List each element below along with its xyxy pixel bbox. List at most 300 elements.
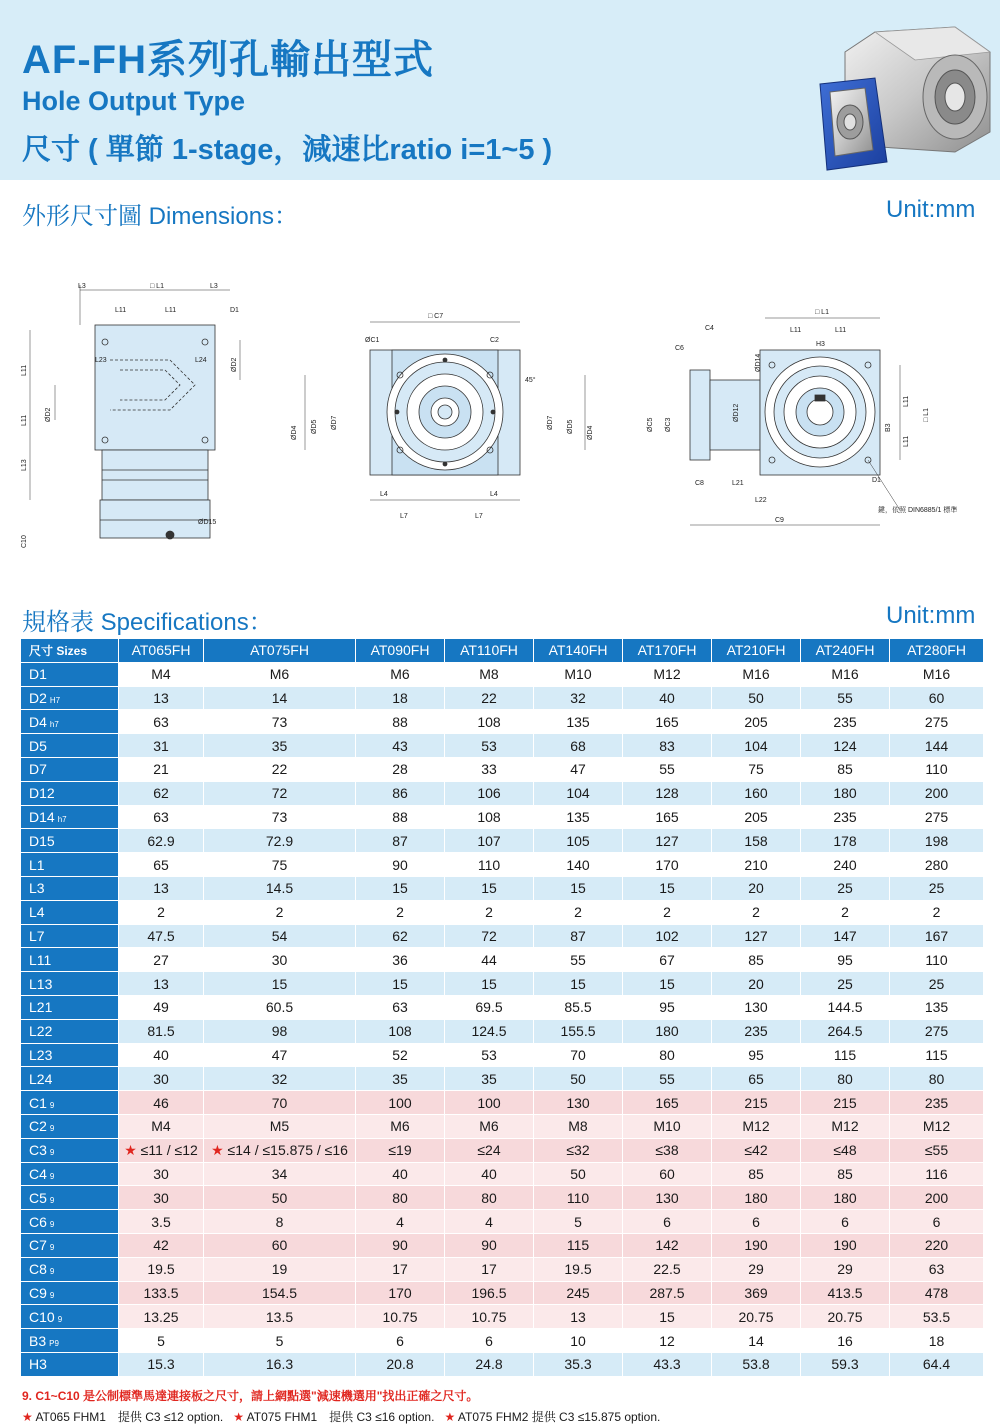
cell-value: 32 bbox=[271, 1070, 288, 1087]
cell-value: 64.4 bbox=[922, 1356, 951, 1373]
table-row bbox=[21, 1162, 984, 1186]
footnote-options bbox=[22, 1408, 660, 1425]
row-label-tolerance: H7 bbox=[49, 695, 61, 705]
cell-value: 85 bbox=[748, 951, 764, 968]
table-cell bbox=[623, 829, 712, 853]
table-cell bbox=[801, 1233, 890, 1257]
cell-value: 110 bbox=[925, 951, 948, 968]
cell-value: 180 bbox=[833, 1189, 857, 1206]
table-row bbox=[21, 805, 984, 829]
cell-value: 72 bbox=[481, 927, 497, 944]
dim-label-d14: ØD14 bbox=[755, 353, 762, 372]
table-cell bbox=[119, 853, 204, 877]
cell-value: 104 bbox=[566, 785, 590, 802]
table-row bbox=[21, 662, 984, 686]
cell-value: 75 bbox=[748, 761, 764, 778]
table-cell bbox=[445, 1352, 534, 1376]
table-cell bbox=[712, 1210, 801, 1234]
cell-value: 110 bbox=[566, 1189, 590, 1206]
cell-value: 15 bbox=[271, 975, 288, 992]
cell-value: 245 bbox=[566, 1284, 590, 1301]
row-header bbox=[21, 1210, 119, 1234]
table-cell bbox=[801, 1186, 890, 1210]
table-cell bbox=[204, 686, 356, 710]
cell-value: 70 bbox=[570, 1046, 586, 1063]
row-label: D7 bbox=[29, 761, 47, 778]
table-cell bbox=[356, 710, 445, 734]
cell-value: 170 bbox=[388, 1284, 412, 1301]
dim-label-l1-side: □ L1 bbox=[923, 408, 930, 422]
cell-value: 47.5 bbox=[147, 927, 175, 944]
table-cell bbox=[445, 1281, 534, 1305]
table-cell bbox=[204, 734, 356, 758]
table-row bbox=[21, 829, 984, 853]
table-cell bbox=[534, 1329, 623, 1353]
table-cell bbox=[356, 1138, 445, 1162]
cell-value: 80 bbox=[659, 1046, 675, 1063]
cell-value: 53 bbox=[481, 737, 497, 754]
column-header: AT065FH bbox=[119, 639, 204, 663]
dim-label-l21: L21 bbox=[732, 480, 744, 487]
row-label: C2 bbox=[29, 1118, 47, 1135]
table-cell bbox=[204, 1210, 356, 1234]
cell-value: 124.5 bbox=[471, 1023, 507, 1040]
row-label-tolerance: h7 bbox=[49, 719, 59, 729]
table-cell bbox=[445, 1019, 534, 1043]
dim-label-l4a: L4 bbox=[380, 491, 388, 498]
cell-value: M12 bbox=[653, 666, 681, 683]
row-label: L7 bbox=[29, 927, 45, 944]
dim-label-l7a: L7 bbox=[400, 513, 408, 520]
row-label: C5 bbox=[29, 1189, 47, 1206]
table-cell bbox=[119, 686, 204, 710]
table-cell bbox=[119, 1019, 204, 1043]
dim-label-l22: L22 bbox=[755, 497, 767, 504]
table-cell bbox=[534, 1210, 623, 1234]
row-label: C1 bbox=[29, 1094, 47, 1111]
table-cell bbox=[801, 1162, 890, 1186]
cell-value: 6 bbox=[396, 1332, 404, 1349]
cell-value: 60 bbox=[928, 689, 945, 706]
row-label: L24 bbox=[29, 1070, 53, 1087]
cell-value: 60.5 bbox=[265, 999, 294, 1016]
cell-value: 6 bbox=[841, 1213, 849, 1230]
table-cell bbox=[204, 1019, 356, 1043]
cell-value: 50 bbox=[570, 1070, 586, 1087]
table-cell bbox=[801, 829, 890, 853]
table-cell bbox=[623, 1067, 712, 1091]
row-label: D4 bbox=[29, 713, 47, 730]
cell-value: 158 bbox=[744, 832, 768, 849]
row-label-tolerance: 9 bbox=[49, 1195, 55, 1205]
table-cell bbox=[204, 1067, 356, 1091]
table-cell bbox=[356, 1186, 445, 1210]
table-cell bbox=[356, 1233, 445, 1257]
cell-value: M4 bbox=[151, 1118, 171, 1135]
column-header: AT240FH bbox=[801, 639, 890, 663]
cell-value: 72.9 bbox=[265, 832, 294, 849]
table-cell bbox=[445, 1114, 534, 1138]
table-row bbox=[21, 1257, 984, 1281]
cell-value: 210 bbox=[744, 856, 768, 873]
dim-label-d5a: ØD5 bbox=[311, 419, 318, 434]
dim-label-d12: ØD12 bbox=[733, 403, 740, 422]
row-header bbox=[21, 829, 119, 853]
row-label: D14 bbox=[29, 808, 55, 825]
table-cell bbox=[445, 805, 534, 829]
cell-value: 264.5 bbox=[827, 1023, 863, 1040]
cell-value: 21 bbox=[153, 761, 169, 778]
cell-value: 22 bbox=[271, 761, 288, 778]
key-note: 鍵，依照 DIN6885/1 標準 bbox=[878, 507, 958, 514]
table-cell bbox=[445, 853, 534, 877]
cell-value: 30 bbox=[153, 1165, 169, 1182]
cell-value: 167 bbox=[924, 927, 949, 944]
cell-value: 100 bbox=[388, 1094, 412, 1111]
table-cell bbox=[445, 1305, 534, 1329]
table-cell bbox=[712, 710, 801, 734]
row-label-tolerance: 9 bbox=[49, 1290, 55, 1300]
cell-value: 2 bbox=[157, 904, 165, 921]
table-row bbox=[21, 734, 984, 758]
cell-value: ≤24 bbox=[477, 1142, 501, 1159]
table-row bbox=[21, 900, 984, 924]
table-cell bbox=[801, 1067, 890, 1091]
cell-value: M6 bbox=[479, 1118, 499, 1135]
cell-value: 12 bbox=[659, 1332, 675, 1349]
table-cell bbox=[204, 948, 356, 972]
specs-section-label: 規格表 Specifications： bbox=[22, 609, 273, 636]
cell-value: 15 bbox=[570, 880, 586, 897]
table-cell bbox=[623, 805, 712, 829]
row-header bbox=[21, 734, 119, 758]
table-cell bbox=[890, 900, 984, 924]
table-cell bbox=[712, 924, 801, 948]
cell-value: 75 bbox=[271, 856, 288, 873]
cell-value: 95 bbox=[659, 999, 675, 1016]
table-cell bbox=[445, 972, 534, 996]
table-cell bbox=[204, 853, 356, 877]
cell-value: 80 bbox=[481, 1189, 497, 1206]
table-cell bbox=[712, 1162, 801, 1186]
cell-value: 20.75 bbox=[827, 1308, 863, 1325]
cell-value: 60 bbox=[271, 1237, 288, 1254]
table-cell bbox=[712, 1043, 801, 1067]
table-cell bbox=[890, 972, 984, 996]
table-cell bbox=[890, 1281, 984, 1305]
table-cell bbox=[534, 1019, 623, 1043]
table-row bbox=[21, 1352, 984, 1376]
table-cell bbox=[356, 781, 445, 805]
cell-value: 18 bbox=[392, 689, 408, 706]
table-cell bbox=[356, 948, 445, 972]
cell-value: 34 bbox=[271, 1165, 288, 1182]
table-cell bbox=[534, 662, 623, 686]
cell-value: 49 bbox=[153, 999, 169, 1016]
table-cell bbox=[890, 734, 984, 758]
cell-value: 275 bbox=[924, 713, 949, 730]
table-cell bbox=[204, 662, 356, 686]
row-header bbox=[21, 1257, 119, 1281]
cell-value: 27 bbox=[153, 951, 169, 968]
cell-value: 3.5 bbox=[151, 1213, 171, 1230]
table-row bbox=[21, 1281, 984, 1305]
option-note-1: AT065 FHM1 提供 C3 ≤12 option. bbox=[35, 1410, 224, 1424]
table-row bbox=[21, 1091, 984, 1115]
cell-value: 205 bbox=[744, 713, 768, 730]
table-cell bbox=[712, 1257, 801, 1281]
cell-value: 180 bbox=[833, 785, 857, 802]
table-cell bbox=[623, 1281, 712, 1305]
table-cell bbox=[356, 1352, 445, 1376]
cell-value: 13.25 bbox=[143, 1308, 179, 1325]
row-header bbox=[21, 686, 119, 710]
table-cell bbox=[356, 662, 445, 686]
table-cell bbox=[801, 734, 890, 758]
table-cell bbox=[801, 1210, 890, 1234]
cell-value: 235 bbox=[833, 808, 857, 825]
table-cell bbox=[623, 1186, 712, 1210]
dim-label-c5: ØC5 bbox=[647, 417, 654, 432]
table-cell bbox=[119, 1329, 204, 1353]
dim-label-l23: L23 bbox=[95, 357, 107, 364]
cell-value: 2 bbox=[663, 904, 671, 921]
table-cell bbox=[119, 1162, 204, 1186]
table-cell bbox=[890, 1329, 984, 1353]
table-cell bbox=[712, 829, 801, 853]
table-corner-header: 尺寸 Sizes bbox=[21, 639, 119, 663]
cell-value: 53.8 bbox=[742, 1356, 770, 1373]
table-cell bbox=[534, 1067, 623, 1091]
table-cell bbox=[356, 995, 445, 1019]
cell-value: 133.5 bbox=[143, 1284, 179, 1301]
table-cell bbox=[712, 876, 801, 900]
table-cell bbox=[119, 1281, 204, 1305]
cell-value: 4 bbox=[396, 1213, 404, 1230]
cell-value: M8 bbox=[568, 1118, 588, 1135]
row-header bbox=[21, 781, 119, 805]
dim-label-l3b: L3 bbox=[210, 283, 218, 290]
table-cell bbox=[534, 757, 623, 781]
table-cell bbox=[119, 876, 204, 900]
row-label-tolerance: 9 bbox=[49, 1171, 55, 1181]
table-cell bbox=[534, 900, 623, 924]
cell-value: ≤32 bbox=[566, 1142, 590, 1159]
cell-value: 280 bbox=[924, 856, 949, 873]
cell-value: 55 bbox=[659, 761, 675, 778]
table-cell bbox=[890, 1043, 984, 1067]
row-header bbox=[21, 1281, 119, 1305]
table-cell bbox=[890, 662, 984, 686]
cell-value: M8 bbox=[479, 666, 499, 683]
cell-value: 115 bbox=[566, 1237, 590, 1254]
table-cell bbox=[356, 1067, 445, 1091]
table-cell bbox=[712, 972, 801, 996]
table-cell bbox=[356, 1091, 445, 1115]
cell-value: 13.5 bbox=[265, 1308, 294, 1325]
table-cell bbox=[712, 1352, 801, 1376]
table-cell bbox=[119, 710, 204, 734]
cell-value: 50 bbox=[271, 1189, 288, 1206]
cell-value: 25 bbox=[928, 975, 945, 992]
table-cell bbox=[119, 1138, 204, 1162]
cell-value: 2 bbox=[485, 904, 493, 921]
cell-value: 17 bbox=[392, 1261, 408, 1278]
cell-value: 88 bbox=[392, 713, 408, 730]
table-cell bbox=[204, 829, 356, 853]
table-cell bbox=[356, 686, 445, 710]
table-cell bbox=[712, 948, 801, 972]
table-cell bbox=[534, 1186, 623, 1210]
row-label: C4 bbox=[29, 1165, 47, 1182]
table-row bbox=[21, 1186, 984, 1210]
cell-value: 42 bbox=[153, 1237, 169, 1254]
table-cell bbox=[204, 1162, 356, 1186]
table-cell bbox=[119, 1067, 204, 1091]
cell-value: ≤55 bbox=[924, 1142, 949, 1159]
cell-value: 40 bbox=[481, 1165, 497, 1182]
table-cell bbox=[356, 924, 445, 948]
table-cell bbox=[712, 900, 801, 924]
cell-value: 2 bbox=[752, 904, 760, 921]
dimension-drawings bbox=[20, 270, 995, 570]
cell-value: 95 bbox=[837, 951, 853, 968]
dim-label-c6: C6 bbox=[675, 345, 684, 352]
table-cell bbox=[801, 1257, 890, 1281]
cell-value: 47 bbox=[271, 1046, 288, 1063]
cell-value: 478 bbox=[924, 1284, 949, 1301]
table-cell bbox=[801, 1091, 890, 1115]
table-cell bbox=[445, 1043, 534, 1067]
cell-value: 115 bbox=[925, 1046, 948, 1063]
footnote-c1-c10: 9. C1~C10 是公制標準馬達連接板之尺寸，請上網點選"減速機選用"找出正確之尺寸。 bbox=[22, 1389, 479, 1403]
table-cell bbox=[445, 1186, 534, 1210]
cell-value: M16 bbox=[742, 666, 770, 683]
cell-value: 50 bbox=[748, 689, 764, 706]
cell-value: 220 bbox=[924, 1237, 949, 1254]
cell-value: 63 bbox=[153, 808, 169, 825]
table-cell bbox=[801, 686, 890, 710]
table-cell bbox=[712, 781, 801, 805]
table-cell bbox=[623, 1352, 712, 1376]
cell-value: 10.75 bbox=[382, 1308, 418, 1325]
table-cell bbox=[356, 876, 445, 900]
table-cell bbox=[204, 876, 356, 900]
cell-value: 15 bbox=[392, 880, 408, 897]
table-cell bbox=[204, 1329, 356, 1353]
row-label: C6 bbox=[29, 1213, 47, 1230]
table-cell bbox=[890, 1233, 984, 1257]
cell-value: M10 bbox=[653, 1118, 681, 1135]
table-cell bbox=[623, 1329, 712, 1353]
table-cell bbox=[623, 662, 712, 686]
cell-value: 65 bbox=[153, 856, 169, 873]
cell-value: 55 bbox=[570, 951, 586, 968]
cell-value: 30 bbox=[153, 1070, 169, 1087]
table-cell bbox=[445, 924, 534, 948]
cell-value: 15 bbox=[570, 975, 586, 992]
table-cell bbox=[356, 1114, 445, 1138]
table-cell bbox=[445, 876, 534, 900]
cell-value: 80 bbox=[837, 1070, 853, 1087]
cell-value: 287.5 bbox=[649, 1284, 685, 1301]
table-row bbox=[21, 948, 984, 972]
table-cell bbox=[204, 757, 356, 781]
table-cell bbox=[890, 853, 984, 877]
table-cell bbox=[119, 1043, 204, 1067]
dim-label-l1: □ L1 bbox=[150, 283, 164, 290]
row-label-tolerance: 9 bbox=[49, 1148, 55, 1158]
cell-value: 4 bbox=[485, 1213, 493, 1230]
cell-value: 90 bbox=[481, 1237, 497, 1254]
cell-value: M6 bbox=[269, 666, 290, 683]
table-cell bbox=[890, 1257, 984, 1281]
table-cell bbox=[534, 1233, 623, 1257]
table-cell bbox=[356, 1210, 445, 1234]
table-row bbox=[21, 1210, 984, 1234]
page-title: AF-FH系列孔輸出型式 bbox=[22, 38, 434, 82]
cell-value: 104 bbox=[744, 737, 768, 754]
table-cell bbox=[623, 1210, 712, 1234]
row-label: C10 bbox=[29, 1308, 55, 1325]
cell-value: 63 bbox=[928, 1261, 945, 1278]
cell-value: 115 bbox=[833, 1046, 857, 1063]
dimensions-unit-label: Unit:mm bbox=[886, 196, 976, 223]
cell-value: 16 bbox=[837, 1332, 853, 1349]
table-cell bbox=[119, 1352, 204, 1376]
cell-value: 90 bbox=[392, 1237, 408, 1254]
row-header bbox=[21, 757, 119, 781]
table-cell bbox=[890, 1138, 984, 1162]
table-cell bbox=[204, 995, 356, 1019]
drawing-front-view bbox=[305, 322, 585, 500]
cell-value: 205 bbox=[744, 808, 768, 825]
column-header: AT090FH bbox=[356, 639, 445, 663]
row-header bbox=[21, 1043, 119, 1067]
cell-value: M12 bbox=[922, 1118, 951, 1135]
row-label: D2 bbox=[29, 689, 47, 706]
table-cell bbox=[119, 1305, 204, 1329]
cell-value: 29 bbox=[837, 1261, 853, 1278]
table-cell bbox=[204, 710, 356, 734]
row-header bbox=[21, 1329, 119, 1353]
table-cell bbox=[356, 1043, 445, 1067]
cell-value: 95 bbox=[748, 1046, 764, 1063]
cell-value: 14.5 bbox=[265, 880, 294, 897]
row-label: C8 bbox=[29, 1261, 47, 1278]
cell-value: 8 bbox=[275, 1213, 284, 1230]
table-cell bbox=[534, 995, 623, 1019]
star-icon: ★ bbox=[211, 1141, 224, 1158]
cell-value: 62.9 bbox=[147, 832, 175, 849]
cell-value: 40 bbox=[153, 1046, 169, 1063]
cell-value: 100 bbox=[477, 1094, 501, 1111]
table-cell bbox=[356, 1329, 445, 1353]
table-cell bbox=[356, 972, 445, 996]
cell-value: 55 bbox=[659, 1070, 675, 1087]
table-cell bbox=[801, 805, 890, 829]
cell-value: 110 bbox=[477, 856, 501, 873]
drawing-top-view bbox=[690, 318, 900, 525]
table-cell bbox=[890, 876, 984, 900]
table-cell bbox=[712, 853, 801, 877]
table-cell bbox=[890, 686, 984, 710]
cell-value: 127 bbox=[655, 832, 679, 849]
cell-value: 13 bbox=[153, 689, 169, 706]
table-cell bbox=[801, 1019, 890, 1043]
table-cell bbox=[623, 1138, 712, 1162]
dim-label-l11b: L11 bbox=[165, 307, 177, 314]
